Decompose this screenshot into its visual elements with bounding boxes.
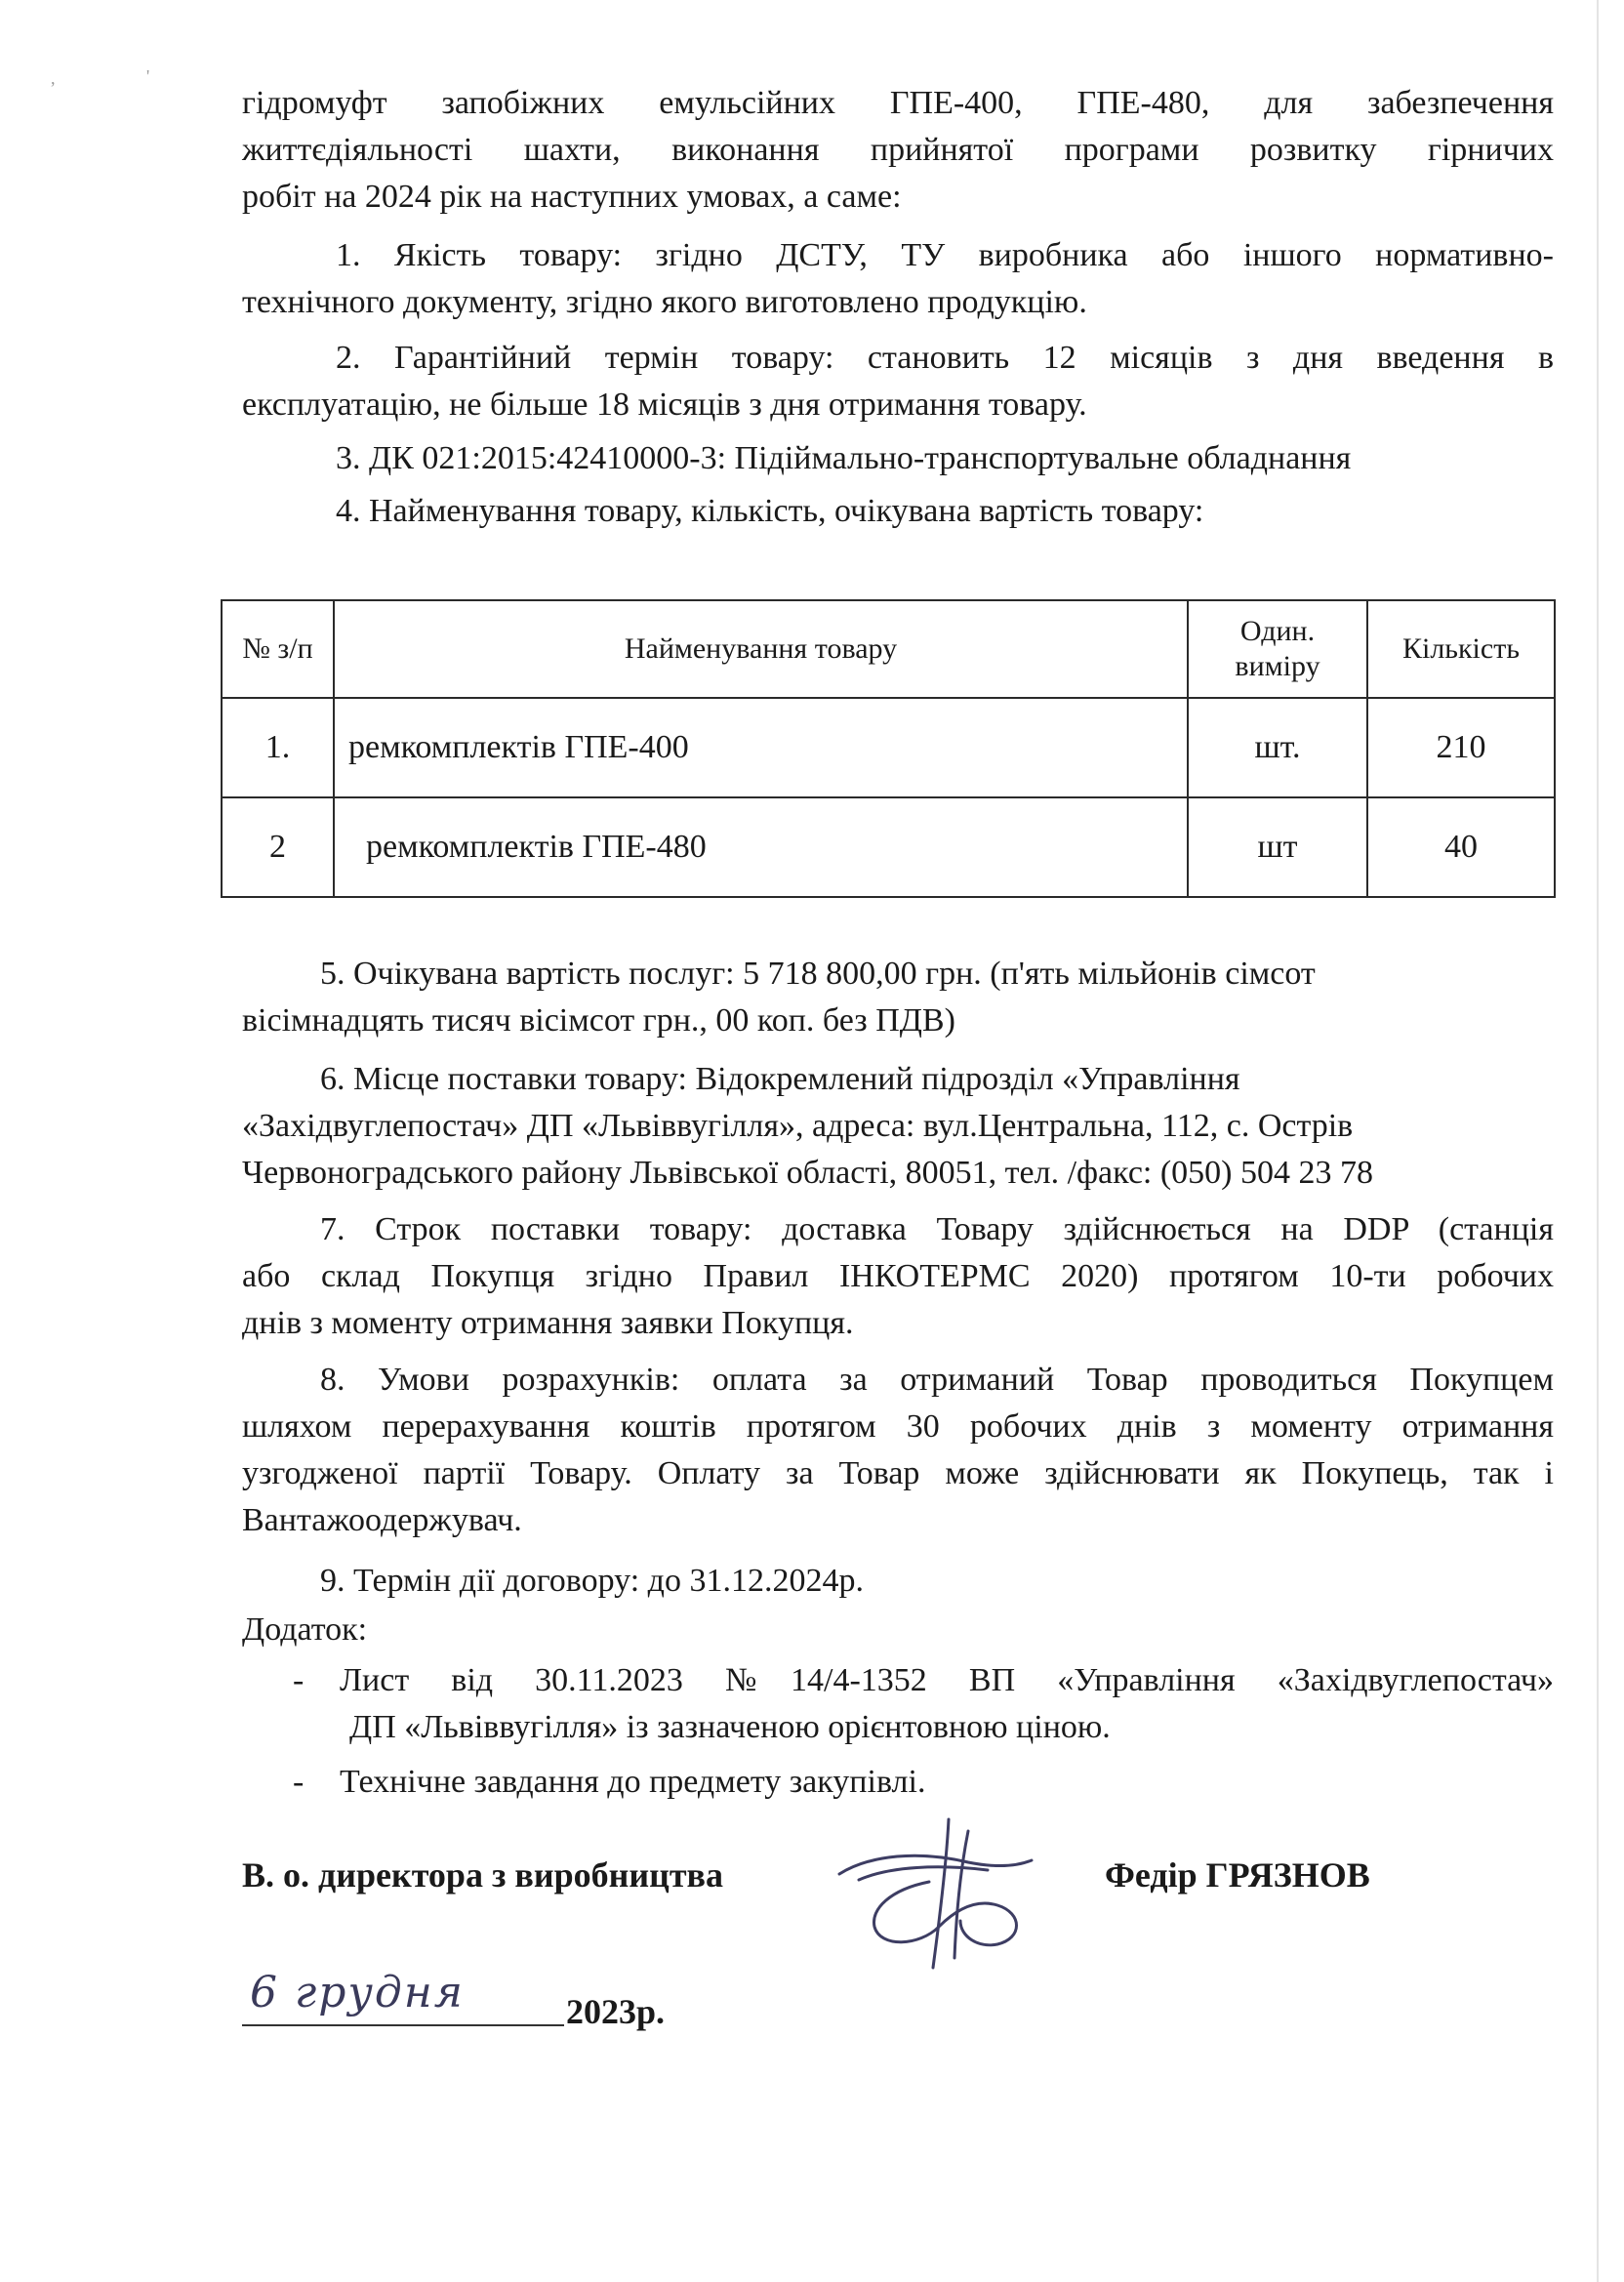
text-line: технічного документу, згідно якого виготовлено продукцію. — [242, 284, 1087, 320]
scan-edge — [1597, 0, 1599, 2282]
text-line: ДП «Львіввугілля» із зазначеною орієнтовною ціною. — [349, 1709, 1111, 1745]
text-line: Лист від 30.11.2023 №14/4-1352 ВП «Управління «Західвуглепостач» — [340, 1662, 1554, 1698]
cell-quantity: 210 — [1367, 698, 1555, 797]
document-page: , ' гідромуфт запобіжних емульсійних ГПЕ-400, ГПЕ-480, для забезпечення життєдіяльності шахти, виконання прийнятої програми розвитку гірничих робіт на 2024 рік на наступних умовах, а саме: 1. Якість товару: згідно ДСТУ, ТУ виробника або іншого нормативно- технічного документу, згідно якого виготовлено продукцію. 2. Гарантійний термін товару: становить 12 місяців з дня введення в експлуатацію, не більше 18 місяців з дня отримання товару. 3. ДК 021:2015:42410000-3: Підіймально-транспортувальне обладнання 4. Найменування товару, кількість, очікувана вартість товару: № з/п Найменування товару Один. виміру Кількість 1. ремкомплектів ГПЕ-400 шт. 210 2 ремкомплектів ГПЕ-480 шт 40 5. Очікувана вартість послуг: 5 718 800,00 грн. (п'ять мільйонів сімсот вісімнадцять тисяч вісімсот грн., 00 коп. без ПДВ) 6. Місце поставки товару: Відокремлений підрозділ «Управління «Західвуглепостач» ДП «Львіввугілля», адреса: вул.Центральна, 112, с. Острів Червоноградського району Львівської області, 80051, тел. /факс: (050) 504 23 78 7. Строк поставки товару: доставка Товару здійснюється на DDP (станція або склад Покупця згідно Правил ІНКОТЕРМС 2020) протягом 10-ти робочих днів з моменту отримання заявки Покупця. 8. Умови розрахунків: оплата за отриманий Товар проводиться Покупцем шляхом перерахування коштів протягом 30 робочих днів з моменту отримання узгодженої партії Товару. Оплату за Товар може здійснювати як Покупець, так і Вантажоодержувач. 9. Термін дії договору: до 31.12.2024р. Додаток: - Лист від 30.11.2023 №14/4-1352 ВП «Управління «Західвуглепостач» ДП «Львіввугілля» із зазначеною орієнтовною ціною. - Технічне завдання до предмету закупівлі. В. о. директора з виробництва Федір ГРЯЗНОВ 6 грудня 2023р. — [0, 0, 1624, 2282]
text-line: Технічне завдання до предмету закупівлі. — [340, 1764, 926, 1800]
table-header-row — [222, 600, 1555, 698]
clause-expected-cost — [242, 951, 1554, 1044]
cell-quantity: 40 — [1367, 797, 1555, 897]
text-line: експлуатацію, не більше 18 місяців з дня отримання товару. — [242, 387, 1087, 423]
text-line: робіт на 2024 рік на наступних умовах, а саме: — [242, 179, 902, 215]
text-line: 9. Термін дії договору: до 31.12.2024р. — [320, 1563, 864, 1599]
attachment-item — [293, 1759, 1554, 1806]
text-line: узгодженої партії Товару. Оплату за Товар може здійснювати як Покупець, так і — [242, 1455, 1554, 1491]
cell-name: ремкомплектів ГПЕ-480 — [334, 797, 1188, 897]
text-line: гідромуфт запобіжних емульсійних ГПЕ-400, ГПЕ-480, для забезпечення — [242, 85, 1554, 121]
text-line: 8. Умови розрахунків: оплата за отриманий Товар проводиться Покупцем — [320, 1362, 1554, 1398]
text-line: вісімнадцять тисяч вісімсот грн., 00 коп. без ПДВ) — [242, 1002, 955, 1039]
text-line: життєдіяльності шахти, виконання прийнятої програми розвитку гірничих — [242, 132, 1554, 168]
text-line: Червоноградського району Львівської області, 80051, тел. /факс: (050) 504 23 78 — [242, 1155, 1374, 1191]
text-line: 6. Місце поставки товару: Відокремлений підрозділ «Управління — [320, 1061, 1240, 1097]
attachments-heading — [242, 1607, 1554, 1653]
table-row — [222, 698, 1555, 797]
text-line: 1. Якість товару: згідно ДСТУ, ТУ виробника або іншого нормативно- — [336, 237, 1554, 273]
header-number: № з/п — [222, 600, 334, 698]
text-line: Додаток: — [242, 1611, 368, 1648]
cell-number: 2 — [222, 797, 334, 897]
attachment-item — [293, 1657, 1554, 1751]
text-line: «Західвуглепостач» ДП «Львіввугілля», адреса: вул.Центральна, 112, с. Острів — [242, 1108, 1354, 1144]
table-row — [222, 797, 1555, 897]
intro-paragraph — [242, 80, 1554, 221]
clause-classifier — [242, 435, 1554, 482]
text-line: 4. Найменування товару, кількість, очікувана вартість товару: — [336, 493, 1204, 529]
clause-quality — [242, 232, 1554, 326]
text-line: Вантажоодержувач. — [242, 1502, 522, 1538]
clause-payment — [242, 1357, 1554, 1544]
date-year: 2023р. — [566, 1992, 666, 2031]
cell-name: ремкомплектів ГПЕ-400 — [334, 698, 1188, 797]
signature-date — [242, 1968, 691, 2046]
goods-table — [221, 599, 1556, 898]
header-quantity: Кількість — [1367, 600, 1555, 698]
text-line: 5. Очікувана вартість послуг: 5 718 800,00 грн. (п'ять мільйонів сімсот — [320, 956, 1316, 992]
signatory-name: Федір ГРЯЗНОВ — [1105, 1855, 1370, 1895]
cell-unit: шт. — [1188, 698, 1367, 797]
handwritten-date: 6 грудня — [250, 1968, 465, 2017]
date-underline — [242, 2024, 564, 2026]
clause-delivery-place — [242, 1056, 1554, 1197]
header-name: Найменування товару — [334, 600, 1188, 698]
cell-unit: шт — [1188, 797, 1367, 897]
text-line: 7. Строк поставки товару: доставка Товару здійснюється на DDP (станція — [320, 1211, 1554, 1247]
clause-goods-list — [242, 488, 1554, 535]
clause-warranty — [242, 335, 1554, 428]
header-unit: Один. виміру — [1188, 600, 1367, 698]
list-bullet: - — [293, 1662, 304, 1698]
text-line: або склад Покупця згідно Правил ІНКОТЕРМС 2020) протягом 10-ти робочих — [242, 1258, 1554, 1294]
cell-number: 1. — [222, 698, 334, 797]
handwritten-signature — [832, 1812, 1056, 1977]
signatory-title: В. о. директора з виробництва — [242, 1855, 723, 1895]
list-bullet: - — [293, 1764, 304, 1800]
clause-delivery-term — [242, 1206, 1554, 1347]
text-line: днів з моменту отримання заявки Покупця. — [242, 1305, 854, 1341]
text-line: шляхом перерахування коштів протягом 30 робочих днів з моменту отримання — [242, 1408, 1554, 1445]
text-line: 2. Гарантійний термін товару: становить 12 місяців з дня введення в — [336, 340, 1554, 376]
clause-contract-term — [242, 1558, 1554, 1605]
text-line: 3. ДК 021:2015:42410000-3: Підіймально-транспортувальне обладнання — [336, 440, 1352, 476]
